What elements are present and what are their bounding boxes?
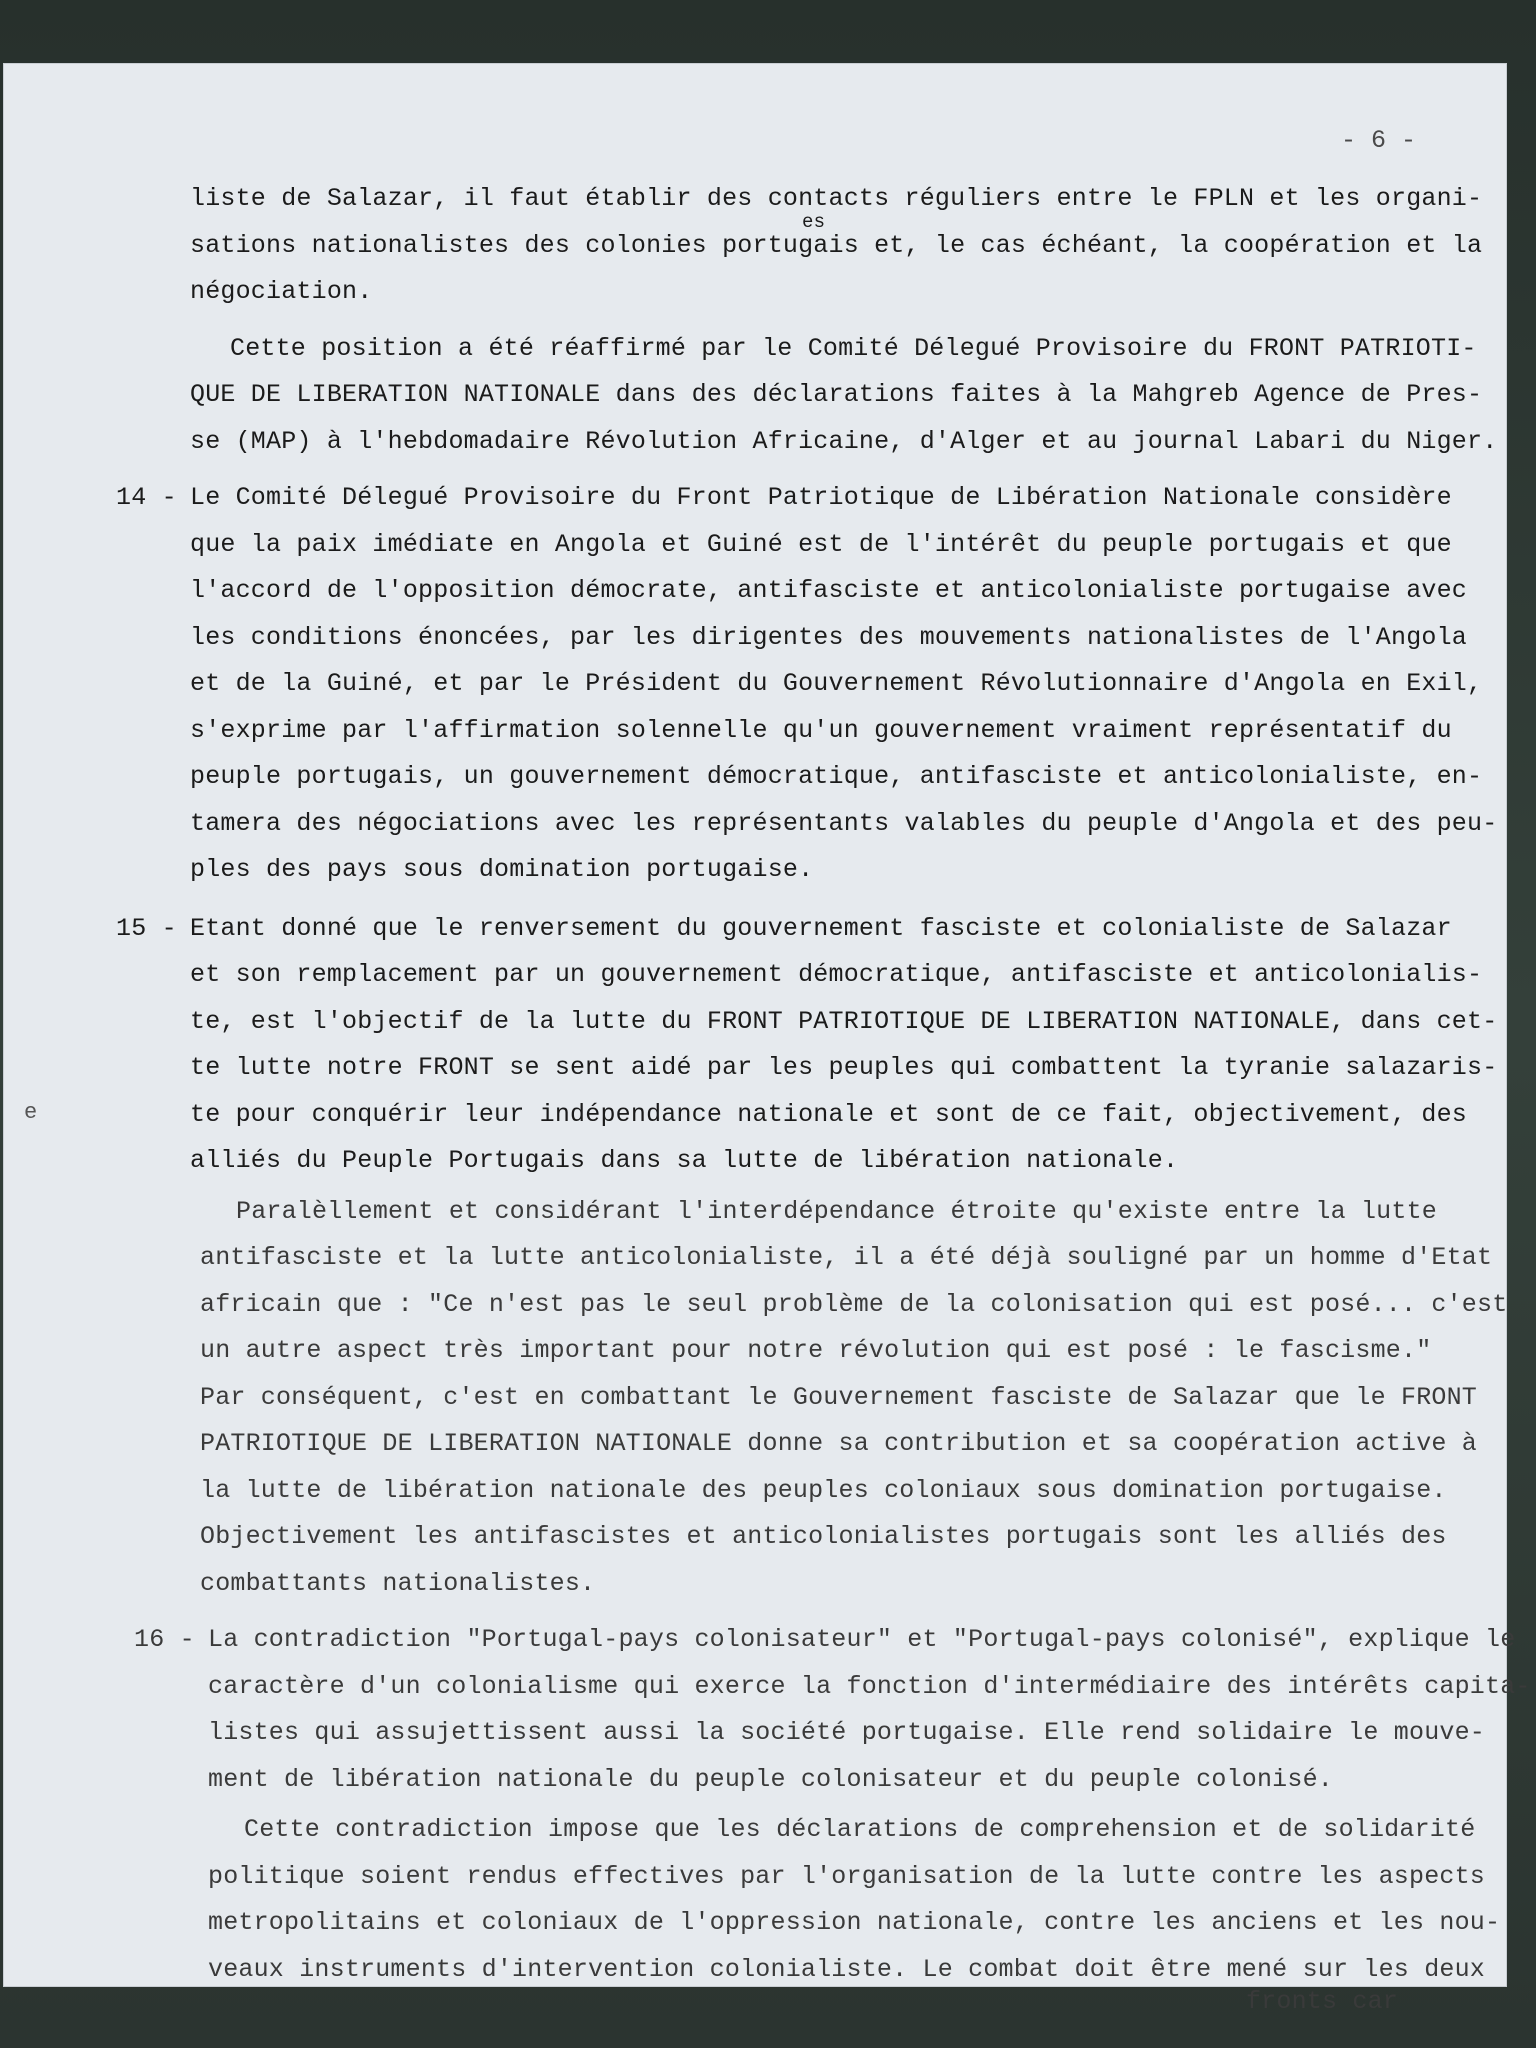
item-number: 14 -: [116, 483, 177, 512]
text-line: La contradiction "Portugal-pays colonisateur" et "Portugal-pays colonisé", explique le: [208, 1625, 1516, 1654]
text-line: sations nationalistes des colonies portugais et, le cas échéant, la coopération et la: [190, 230, 1483, 260]
paragraph-cette-position: [4, 326, 1506, 466]
text-line: QUE DE LIBERATION NATIONALE dans des déclarations faites à la Mahgreb Agence de Pres-: [190, 380, 1483, 409]
text-line: et de la Guiné, et par le Président du Gouvernement Révolutionnaire d'Angola en Exil,: [190, 669, 1483, 698]
text-line: listes qui assujettissent aussi la société portugaise. Elle rend solidaire le mouve-: [208, 1718, 1486, 1747]
text-line: les conditions énoncées, par les dirigentes des mouvements nationalistes de l'Angola: [190, 622, 1468, 652]
text-line: et son remplacement par un gouvernement démocratique, antifasciste et anticolonialis-: [190, 960, 1483, 989]
superscript-correction: es: [802, 211, 826, 233]
text-line: tamera des négociations avec les représentants valables du peuple d'Angola et des peu-: [190, 808, 1498, 838]
text-line: Objectivement les antifascistes et anticolonialistes portugais sont les alliés des: [200, 1522, 1447, 1551]
text-line: négociation.: [190, 277, 373, 306]
document-page: [4, 64, 1531, 2016]
numbered-item-15: [4, 906, 1506, 1185]
text-line: l'accord de l'opposition démocrate, antifasciste et anticolonialiste portugaise avec: [190, 576, 1468, 605]
text-line: antifasciste et la lutte anticolonialiste, il a été déjà souligné par un homme d'Etat: [200, 1243, 1493, 1272]
text-line: caractère d'un colonialisme qui exerce la fonction d'intermédiaire des intérêts capita-: [208, 1671, 1531, 1701]
item-16-continuation: [4, 1807, 1506, 2016]
text-line: Par conséquent, c'est en combattant le Gouvernement fasciste de Salazar que le FRONT: [200, 1382, 1478, 1412]
margin-mark: e: [24, 1100, 38, 1125]
page-body: [4, 176, 1531, 2016]
text-line: Etant donné que le renversement du gouvernement fasciste et colonialiste de Salazar: [190, 913, 1452, 943]
text-line: politique soient rendus effectives par l'organisation de la lutte contre les aspects: [208, 1861, 1486, 1891]
text-line: te, est l'objectif de la lutte du FRONT PATRIOTIQUE DE LIBERATION NATIONALE, dans cet-: [190, 1006, 1498, 1036]
text-line: un autre aspect très important pour notre révolution qui est posé : le fascisme.": [200, 1336, 1432, 1365]
page-number: - 6 -: [1340, 126, 1416, 155]
text-line: alliés du Peuple Portugais dans sa lutte de libération nationale.: [190, 1146, 1179, 1175]
text-line: Cette position a été réaffirmé par le Comité Délegué Provisoire du FRONT PATRIOTI-: [230, 333, 1477, 363]
text-line: liste de Salazar, il faut établir des contacts réguliers entre le FPLN et les organi-: [190, 184, 1483, 213]
text-line: africain que : "Ce n'est pas le seul problème de la colonisation qui est posé... c'est: [200, 1289, 1508, 1319]
text-line: ment de libération nationale du peuple colonisateur et du peuple colonisé.: [208, 1764, 1333, 1794]
text-line: la lutte de libération nationale des peuples coloniaux sous domination portugaise.: [200, 1475, 1447, 1505]
text-line: te lutte notre FRONT se sent aidé par les peuples qui combattent la tyranie salazaris-: [190, 1053, 1498, 1082]
text-line: te pour conquérir leur indépendance nationale et sont de ce fait, objectivement, des: [190, 1099, 1468, 1129]
text-line: PATRIOTIQUE DE LIBERATION NATIONALE donne sa contribution et sa coopération active à: [200, 1429, 1478, 1458]
text-line: s'exprime par l'affirmation solennelle qu'un gouvernement vraiment représentatif du: [190, 715, 1452, 745]
text-line: Cette contradiction impose que les déclarations de comprehension et de solidarité: [244, 1815, 1476, 1844]
numbered-item-16: [4, 1617, 1531, 1803]
numbered-item-14: [4, 475, 1506, 894]
text-line: combattants nationalistes.: [200, 1568, 596, 1598]
opening-paragraph: [4, 176, 1506, 316]
text-line: Paralèllement et considérant l'interdépendance étroite qu'existe entre la lutte: [236, 1196, 1437, 1226]
text-line: peuple portugais, un gouvernement démocratique, antifasciste et anticolonialiste, en-: [190, 762, 1483, 791]
item-number: 15 -: [116, 913, 177, 943]
text-line: Le Comité Délegué Provisoire du Front Patriotique de Libération Nationale considère: [190, 483, 1452, 512]
text-line: que la paix imédiate en Angola et Guiné est de l'intérêt du peuple portugais et que: [190, 529, 1452, 559]
catchword: fronts car: [1245, 1987, 1398, 2016]
item-number: 16 -: [134, 1625, 195, 1654]
text-line: se (MAP) à l'hebdomadaire Révolution Africaine, d'Alger et au journal Labari du Niger.: [190, 426, 1498, 456]
text-line: ples des pays sous domination portugaise.: [190, 855, 814, 884]
item-15-continuation: [4, 1189, 1506, 1608]
text-line: veaux instruments d'intervention colonialiste. Le combat doit être mené sur les deux: [208, 1954, 1486, 1984]
text-line: metropolitains et coloniaux de l'oppression nationale, contre les anciens et les nou-: [208, 1908, 1501, 1937]
